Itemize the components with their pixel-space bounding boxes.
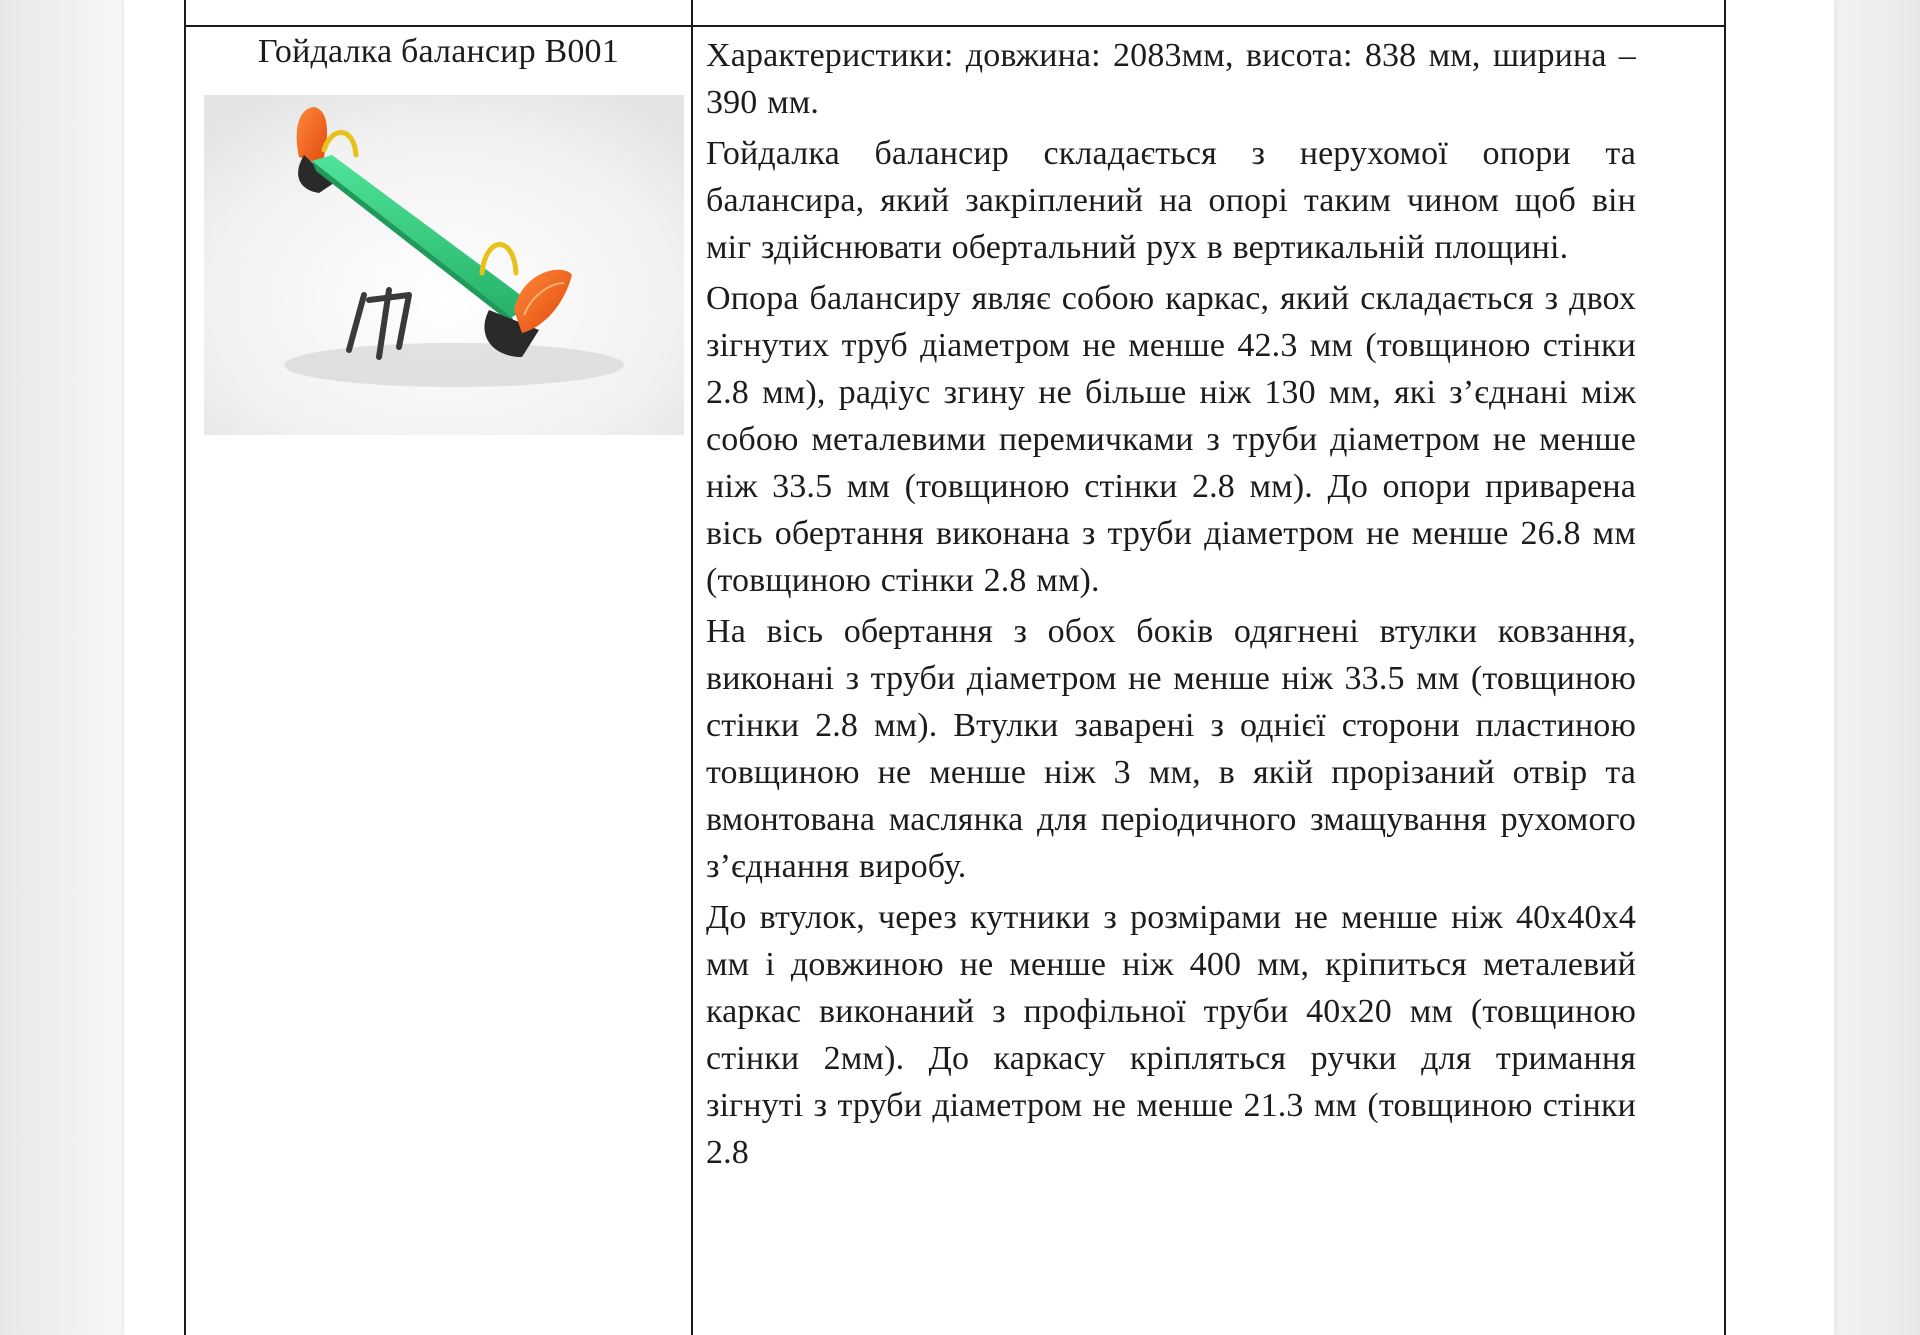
column-divider (691, 0, 693, 1335)
spec-paragraph-dimensions: Характеристики: довжина: 2083мм, висота: 838 мм, ширина – 390 мм. (706, 37, 1636, 121)
table-header-row-remnant (186, 0, 1724, 27)
document-page (124, 0, 1834, 1335)
product-name: Гойдалка балансир В001 (258, 33, 619, 70)
spec-paragraph-overview: Гойдалка балансир складається з нерухомої опори та балансира, який закріплений на опорі таким чином щоб він міг здійснювати обертальний рух в вертикальній площині. (706, 135, 1636, 266)
product-description-cell (706, 27, 1636, 1335)
seesaw-balancer-image (204, 95, 684, 435)
spec-paragraph-support: Опора балансиру являє собою каркас, який складається з двох зігнутих труб діаметром не менше 42.3 мм (товщиною стінки 2.8 мм), радіус згину не більше ніж 130 мм, які з’єднані між собою металевими перемичками з труби діаметром не менше ніж 33.5 мм (товщиною стінки 2.8 мм). До опори приварена вісь обертання виконана з труби діаметром не менше 26.8 мм (товщиною стінки 2.8 мм). (706, 280, 1636, 599)
spec-paragraph-bushings: На вісь обертання з обох боків одягнені втулки ковзання, виконані з труби діаметром не менше ніж 33.5 мм (товщиною стінки 2.8 мм). Втулки заварені з однієї сторони пластиною товщиною не менше ніж 3 мм, в якій прорізаний отвір та вмонтована маслянка для періодичного змащування рухомого з’єднання виробу. (706, 613, 1636, 885)
spec-paragraph-frame: До втулок, через кутники з розмірами не менше ніж 40х40х4 мм і довжиною не менше ніж 400 мм, кріпиться металевий каркас виконаний з профільної труби 40х20 мм (товщиною стінки 2мм). До каркасу кріпляться ручки для тримання зігнуті з труби діаметром не менше 21.3 мм (товщиною стінки 2.8 (706, 899, 1636, 1171)
spec-table (184, 0, 1726, 1335)
product-name-cell (186, 27, 691, 1335)
